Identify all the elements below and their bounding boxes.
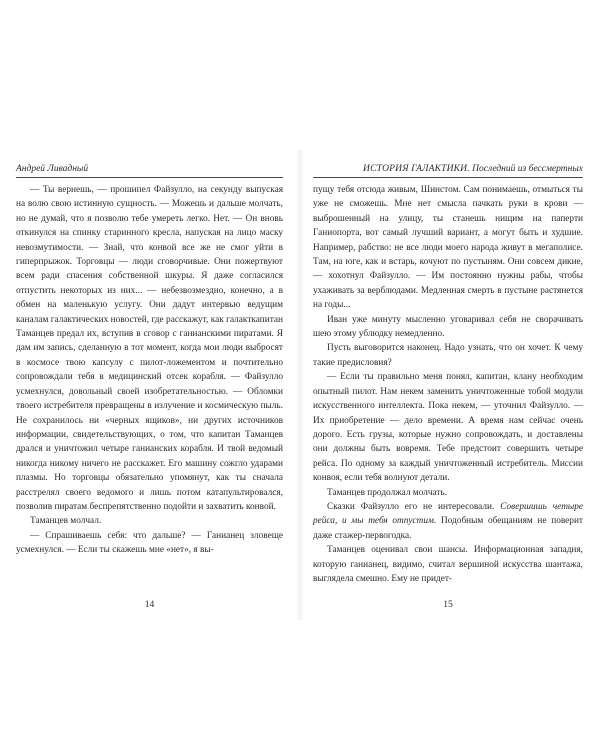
italic-thought: Совершишь четыре рейса, и мы тебя отпустим. — [313, 501, 584, 527]
paragraph: Иван уже минуту мысленно уговаривал себя не сворачивать шею этому ублюдку немедленно. — [313, 314, 583, 340]
right-running-head — [313, 163, 583, 178]
paragraph: пущу тебя отсюда живым, Шинстом. Сам понимаешь, отмыться ты уже не сможешь. Мне нет смысла пачкать руки в крови — выброшенный на улицу, ты станешь нищим на паперти Ганиопорта, вот самый лучший вариант, а могут быть и худшие. Например, рабство: не все люди моего народа живут в мегаполисе. Там, на юге, как и встарь, кочуют по пустыням. Они совсем дикие, — хохотнул Файзулло. — Им постоянно нужны рабы, чтобы ухаживать за верблюдами. Медленная смерть в пустыне растянется на годы... — [313, 185, 583, 311]
paragraph: Таманцев оценивал свои шансы. Информационная западня, которую ганианец, видимо, считал вершиной искусства шантажа, выглядела смешно. Ему не придет- — [313, 545, 583, 584]
series-title: ИСТОРИЯ ГАЛАКТИКИ. — [363, 164, 470, 174]
right-page — [313, 163, 583, 603]
left-page-text — [16, 183, 283, 558]
sentence: Сказки Файзулло его не интересовали. — [327, 501, 495, 512]
left-running-head — [16, 163, 283, 178]
right-page-number: 15 — [443, 600, 453, 610]
paragraph: Таманцев продолжал молчать. — [327, 487, 448, 498]
left-page-number: 14 — [144, 600, 155, 610]
paragraph: Таманцев молчал. — [30, 516, 102, 527]
paragraph — [313, 500, 583, 543]
right-page-text — [313, 183, 583, 586]
book-title: Последний из бессмертных — [472, 164, 583, 174]
paragraph: — Ты вернешь, — прошипел Файзулло, на секунду выпуская на волю свою истинную сущность. — Можешь и дальше молчать, но не думай, что я позволю тебе умереть легко. Нет. — Он вновь откинулся на спинку старинного кресла, напуская на лицо маску невозмутимости. — Знай, что конвой все же не смог уйти в гиперпрыжок. Торговцы — люди сговорчивые. Они пожертвуют всем ради спасения собственной шкуры. Я даже согласился отпустить некоторых из них... — небезвозмездно, конечно, а в обмен на маленькую услугу. Они дадут интервью ведущим каналам галактических новостей, где расскажут, как галакткапитан Таманцев предал их, вступив в сговор с ганианскими пиратами. Я дам им запись, сделанную в тот момент, когда мои люди выбросят в космосе твою капсулу с пилот-ложементом и почтительно сопровождали тебя в медицинский отсек корабля. — Файзулло усмехнулся, довольный своей изобретательностью. — Обломки твоего истребителя превращены в излучение и космическую пыль. Не сохранилось ни «черных ящиков», ни других источников информации, свидетельствующих, о том, что капитан Таманцев дрался и уничтожил четыре ганианских корабля. И твой ведомый никогда никому ничего не расскажет. Его машину сожгло ударами плазмы. Но торговцы обязательно упомянут, как ты сначала расстрелял своего ведомого и лишь потом катапультировался, позволив пиратам беспрепятственно подойти и захватить конвой. — [16, 185, 283, 512]
left-page — [16, 163, 283, 603]
sentence: Подобным обещаниям не поверит даже стажер-первогодка. — [313, 516, 583, 541]
paragraph: — Если ты правильно меня понял, капитан, клану необходим опытный пилот. Нам некем заменить уничтоженные тобой модули искусственного интеллекта. Пока некем, — уточнил Файзулло. — Их приобретение — дело времени. А время нам сейчас очень дорого. Есть грузы, которые нужно сопровождать, и доставлены они должны быть вовремя. Тебе предстоит совершить четыре рейса. По одному за каждый уничтоженный истребитель. Миссии конвоя, если тебя волнуют детали. — [313, 372, 583, 484]
paragraph: — Спрашиваешь себя: что дальше? — Ганианец зловеще усмехнулся. — Если ты скажешь мне «нет», я вы- — [16, 530, 283, 556]
author-name: Андрей Ливадный — [16, 164, 89, 174]
paragraph: Пусть выговорится наконец. Надо узнать, что он хочет. К чему такие предисловия? — [313, 343, 583, 368]
book-gutter — [296, 150, 304, 620]
